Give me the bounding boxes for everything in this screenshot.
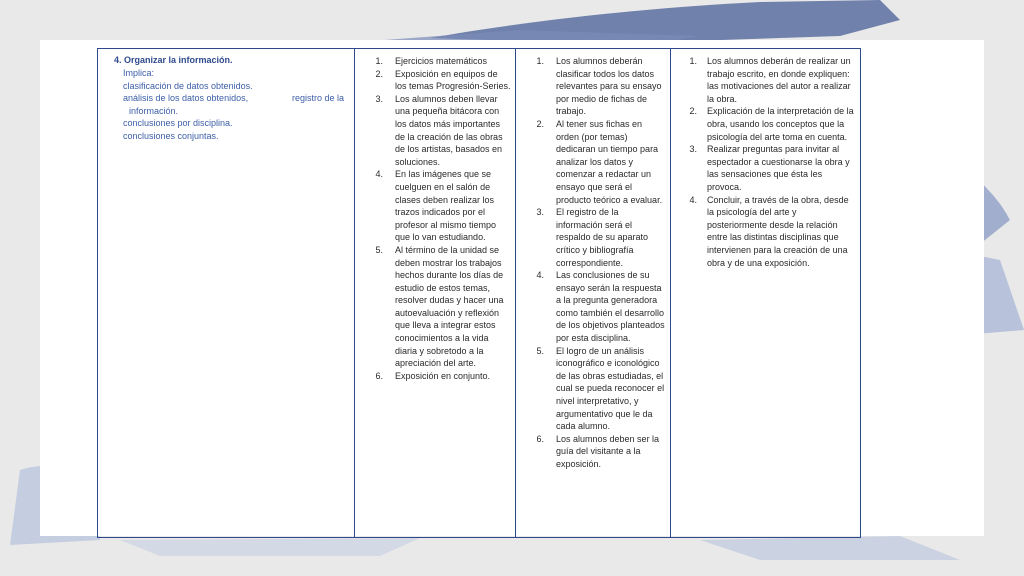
item-number: 2. — [536, 118, 544, 129]
item-text: Exposición en conjunto. — [395, 370, 491, 381]
item-text: Explicación de la interpretación de la obra, usando los conceptos que la psicología del arte toma en cuenta. — [707, 106, 854, 142]
item-text: Ejercicios matemáticos — [395, 56, 488, 66]
item-number: 2. — [375, 68, 383, 79]
item-text: Exposición en equipos de los temas Progresión-Series. — [395, 68, 511, 92]
item-text: Los alumnos deberán clasificar todos los datos relevantes para su ensayo por medio de fichas de trabajo. — [556, 56, 662, 117]
item-number: 1. — [536, 56, 544, 66]
item-text: Las conclusiones de su ensayo serán la respuesta a la pregunta generadora como también el desarrollo de los objetivos planteados por esta disciplina. — [556, 270, 665, 344]
column-organize-info — [98, 49, 354, 537]
item-text: El registro de la información será el respaldo de su aparato crítico y bibliografía correspondiente. — [556, 207, 649, 268]
item-number: 2. — [689, 106, 697, 117]
item-number: 4. — [536, 270, 544, 281]
item-number: 3. — [689, 144, 697, 155]
item-text: Al tener sus fichas en orden (por temas) dedicaran un tiempo para analizar los datos y comenzar a redactar un ensayo que será el producto teórico a evaluar. — [556, 118, 663, 205]
item-text: Concluir, a través de la obra, desde la psicología del arte y posteriormente desde la relación entre las distintas disciplinas que intervienen para la creación de una obra y de una exposición. — [707, 194, 849, 268]
item-number: 4. — [689, 194, 697, 205]
item-text: El logro de un análisis iconográfico e iconológico de las obras estudiadas, el cual se pueda reconocer el nivel interpretativo, y argumentativo que le da cada alumno. — [556, 345, 665, 432]
column-activities — [354, 49, 515, 537]
item-number: 5. — [375, 244, 383, 255]
activities-table — [97, 48, 861, 538]
column-written-work — [670, 49, 860, 537]
implies-line: clasificación de datos obtenidos. — [123, 80, 253, 91]
list-item — [522, 206, 666, 269]
written-work-list — [677, 55, 856, 269]
column-essay — [515, 49, 670, 537]
item-number: 5. — [536, 345, 544, 356]
item-number: 6. — [536, 433, 544, 444]
list-item — [361, 168, 511, 244]
list-item — [677, 105, 856, 143]
implies-label: Implica: — [123, 68, 155, 78]
implies-line: información. — [129, 105, 179, 116]
list-item — [677, 194, 856, 270]
list-item — [522, 433, 666, 471]
item-text: Los alumnos deben llevar una pequeña bitácora con los datos más importantes de la creación de las obras de los artistas, basados en soluciones. — [395, 93, 503, 167]
item-number: 1. — [375, 56, 383, 66]
item-text: Realizar preguntas para invitar al espectador a cuestionarse la obra y las sensaciones que ésta les provoca. — [707, 144, 850, 192]
essay-list — [522, 55, 666, 471]
list-item — [522, 55, 666, 118]
item-text: En las imágenes que se cuelguen en el salón de clases deben realizar los trazos indicados por el profesor al mismo tiempo que lo van estudiando. — [395, 169, 497, 243]
item-number: 1. — [689, 56, 697, 66]
item-number: 4. — [375, 169, 383, 180]
section-heading: 4. Organizar la información. — [114, 55, 233, 65]
list-item — [361, 93, 511, 169]
list-item — [361, 55, 511, 68]
implies-line: análisis de los datos obtenidos, — [123, 93, 249, 103]
activities-list — [361, 55, 511, 382]
list-item — [361, 68, 511, 93]
item-text: Los alumnos deberán de realizar un trabajo escrito, en donde expliquen: las motivaciones del autor a realizar la obra. — [707, 56, 851, 104]
implies-line: conclusiones conjuntas. — [123, 130, 219, 141]
list-item — [361, 370, 511, 383]
implies-line: registro de la — [291, 93, 344, 103]
list-item — [522, 118, 666, 206]
item-text: Los alumnos deben ser la guía del visitante a la exposición. — [556, 433, 660, 469]
list-item — [361, 244, 511, 370]
item-number: 6. — [375, 370, 383, 381]
item-text: Al término de la unidad se deben mostrar los trabajos hechos durante los días de estudio de estos temas, resolver dudas y hacer una autoevaluación y reflexión que lleva a integrar estos conocimientos a la vida diaria y sobretodo a la apreciación del arte. — [395, 244, 504, 369]
list-item — [677, 143, 856, 193]
implies-line-split — [123, 92, 350, 105]
item-number: 3. — [375, 93, 383, 104]
implies-line: conclusiones por disciplina. — [123, 118, 233, 128]
list-item — [677, 55, 856, 105]
item-number: 3. — [536, 207, 544, 218]
implies-list — [114, 67, 350, 142]
list-item — [522, 269, 666, 345]
list-item — [522, 345, 666, 433]
